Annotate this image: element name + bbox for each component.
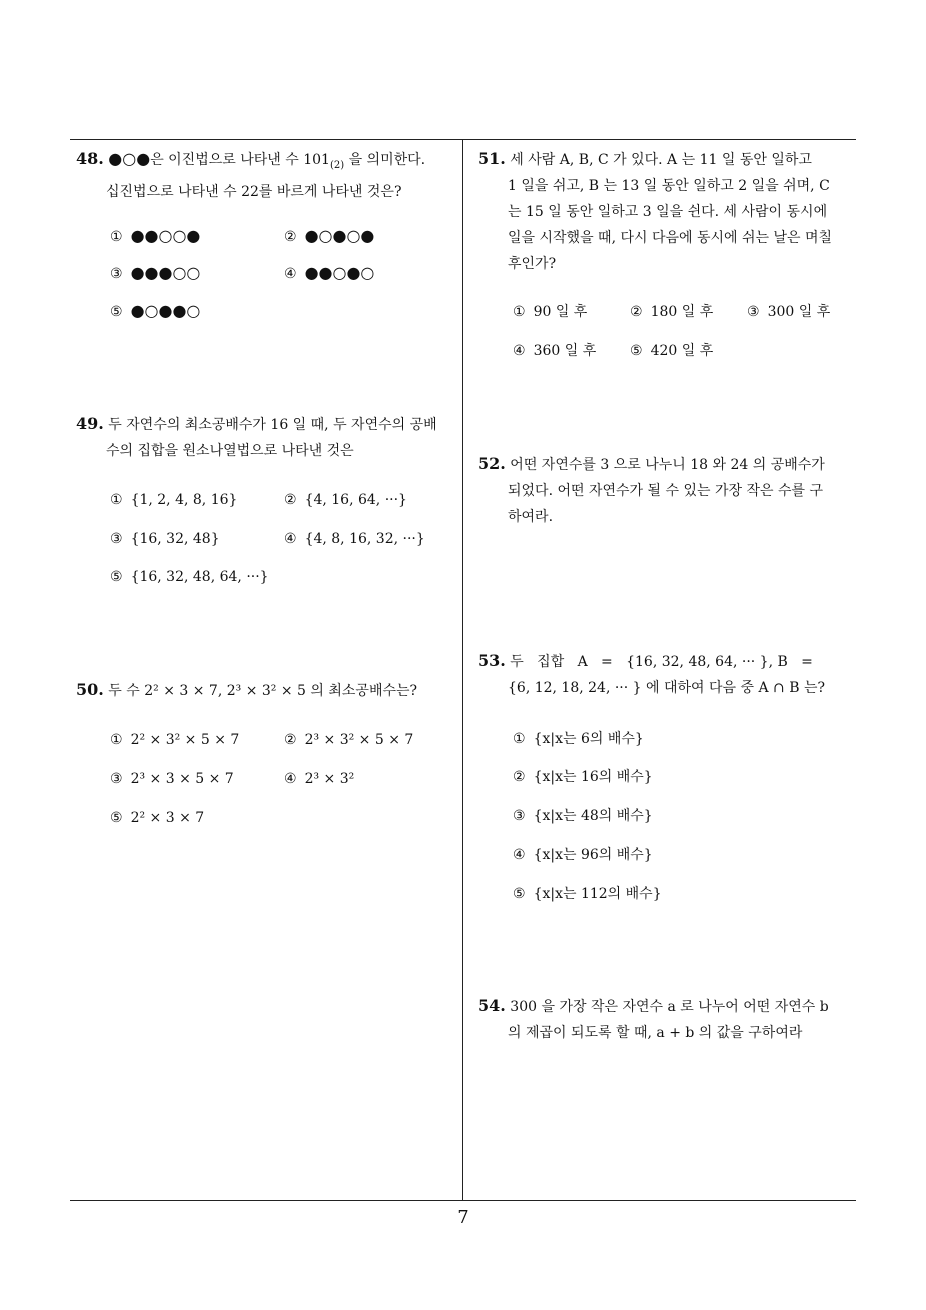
option-1[interactable]: ① 90 일 후	[513, 304, 588, 320]
question-text: 두 집합 A = {16, 32, 48, 64, ··· }, B =	[510, 654, 813, 670]
base-subscript: (2)	[329, 159, 345, 171]
question-text: 십진법으로 나타낸 수 22를 바르게 나타낸 것은?	[106, 183, 402, 200]
question-text: 1 일을 쉬고, B 는 13 일 동안 일하고 2 일을 쉬며, C	[508, 178, 830, 194]
question-51	[478, 146, 862, 277]
option-1[interactable]: ① {1, 2, 4, 8, 16}	[110, 492, 238, 508]
question-text: 어떤 자연수를 3 으로 나누니 18 와 24 의 공배수가	[510, 457, 825, 473]
question-text: 의 제곱이 되도록 할 때, a + b 의 값을 구하여라	[508, 1025, 803, 1041]
option-4[interactable]: ④ 360 일 후	[513, 343, 597, 359]
question-text: 세 사람 A, B, C 가 있다. A 는 11 일 동안 일하고	[510, 152, 812, 168]
question-48	[76, 146, 458, 205]
option-5[interactable]: ⑤ {x|x는 112의 배수}	[513, 886, 662, 902]
option-3[interactable]: ③ ●●●○○	[110, 263, 201, 282]
option-3[interactable]: ③ {x|x는 48의 배수}	[513, 808, 653, 824]
page-number: 7	[457, 1207, 469, 1228]
option-2[interactable]: ② 180 일 후	[630, 304, 714, 320]
option-1[interactable]: ① {x|x는 6의 배수}	[513, 731, 644, 747]
question-50	[76, 677, 458, 704]
option-1[interactable]: ① ●●○○●	[110, 226, 201, 245]
option-4[interactable]: ④ {x|x는 96의 배수}	[513, 847, 653, 863]
question-text: 하여라.	[508, 509, 554, 525]
option-3[interactable]: ③ 2³ × 3 × 5 × 7	[110, 771, 234, 787]
question-number: 52.	[478, 454, 506, 473]
option-5[interactable]: ⑤ 2² × 3 × 7	[110, 810, 205, 826]
question-number: 50.	[76, 680, 104, 699]
option-2[interactable]: ② {x|x는 16의 배수}	[513, 769, 653, 785]
top-rule	[70, 139, 856, 140]
option-1[interactable]: ① 2² × 3² × 5 × 7	[110, 732, 240, 748]
option-5[interactable]: ⑤ 420 일 후	[630, 343, 714, 359]
question-text: 후인가?	[508, 256, 557, 272]
option-4[interactable]: ④ ●●○●○	[284, 263, 375, 282]
option-2[interactable]: ② ●○●○●	[284, 226, 375, 245]
option-5[interactable]: ⑤ ●○●●○	[110, 301, 201, 320]
question-number: 53.	[478, 651, 506, 670]
option-2[interactable]: ② 2³ × 3² × 5 × 7	[284, 732, 414, 748]
option-4[interactable]: ④ {4, 8, 16, 32, ···}	[284, 531, 425, 547]
option-3[interactable]: ③ {16, 32, 48}	[110, 531, 220, 547]
question-text: 은 이진법으로 나타낸 수 101	[150, 152, 330, 168]
option-2[interactable]: ② {4, 16, 64, ···}	[284, 492, 407, 508]
bottom-rule	[70, 1200, 856, 1201]
question-text: 두 수 2² × 3 × 7, 2³ × 3² × 5 의 최소공배수는?	[108, 683, 418, 699]
question-54	[478, 993, 862, 1046]
question-text: 300 을 가장 작은 자연수 a 로 나누어 어떤 자연수 b	[510, 999, 829, 1015]
question-53	[478, 648, 862, 701]
question-text: 두 자연수의 최소공배수가 16 일 때, 두 자연수의 공배	[108, 417, 437, 433]
question-number: 51.	[478, 149, 506, 168]
option-4[interactable]: ④ 2³ × 3²	[284, 771, 355, 787]
question-52	[478, 451, 862, 530]
binary-dots: ●○●	[108, 149, 151, 168]
question-text: 일을 시작했을 때, 다시 다음에 동시에 쉬는 날은 며칠	[508, 230, 833, 246]
question-number: 48.	[76, 149, 104, 168]
question-number: 54.	[478, 996, 506, 1015]
question-number: 49.	[76, 414, 104, 433]
question-text: 수의 집합을 원소나열법으로 나타낸 것은	[106, 443, 354, 459]
question-text: 는 15 일 동안 일하고 3 일을 쉰다. 세 사람이 동시에	[508, 204, 828, 220]
option-3[interactable]: ③ 300 일 후	[747, 304, 831, 320]
question-text: 을 의미한다.	[344, 152, 426, 168]
option-5[interactable]: ⑤ {16, 32, 48, 64, ···}	[110, 569, 269, 585]
column-divider	[462, 139, 463, 1201]
question-text: 되었다. 어떤 자연수가 될 수 있는 가장 작은 수를 구	[508, 483, 823, 499]
question-text: {6, 12, 18, 24, ··· } 에 대하여 다음 중 A ∩ B 는?	[508, 680, 825, 696]
question-49	[76, 411, 458, 464]
